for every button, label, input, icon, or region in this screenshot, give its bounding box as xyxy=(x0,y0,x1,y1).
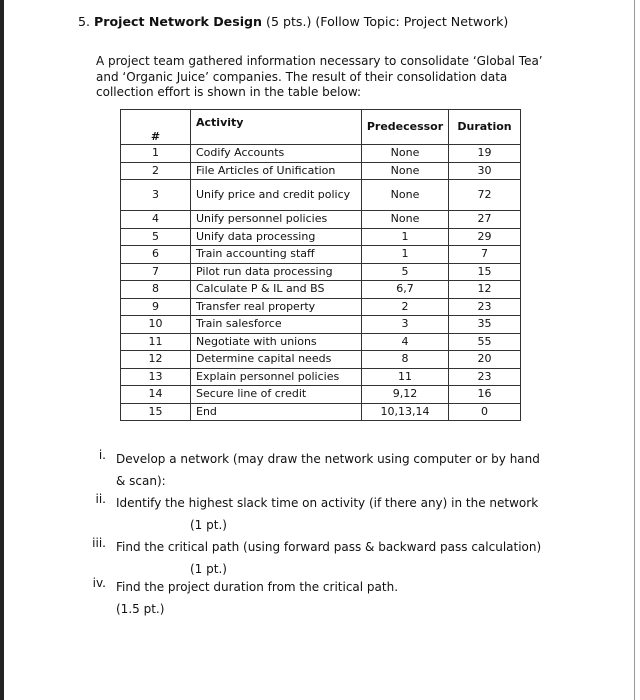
sub-question-line: Find the project duration from the critical path. xyxy=(116,580,399,594)
table-row xyxy=(121,228,521,246)
activity-table xyxy=(120,109,521,421)
table-row xyxy=(121,145,521,163)
sub-question-number: iv. xyxy=(92,576,106,590)
intro-paragraph xyxy=(96,54,564,101)
table-row xyxy=(121,263,521,281)
cell-num: 12 xyxy=(121,351,191,369)
cell-num: 10 xyxy=(121,316,191,334)
table-row xyxy=(121,211,521,229)
cell-duration: 0 xyxy=(449,403,521,421)
sub-question-line: Develop a network (may draw the network using computer or by hand xyxy=(116,452,540,466)
table-header-row xyxy=(121,110,521,145)
cell-activity: Transfer real property xyxy=(191,298,362,316)
cell-activity: Determine capital needs xyxy=(191,351,362,369)
table-row xyxy=(121,246,521,264)
cell-num: 9 xyxy=(121,298,191,316)
cell-duration: 23 xyxy=(449,298,521,316)
cell-activity: Unify data processing xyxy=(191,228,362,246)
sub-question-text xyxy=(116,492,566,536)
cell-activity: Calculate P & IL and BS xyxy=(191,281,362,299)
intro-line: A project team gathered information necessary to consolidate ‘Global Tea’ xyxy=(96,54,543,68)
table-body xyxy=(121,145,521,421)
cell-predecessor: None xyxy=(362,145,449,163)
cell-predecessor: None xyxy=(362,211,449,229)
cell-activity: Train salesforce xyxy=(191,316,362,334)
cell-predecessor: 5 xyxy=(362,263,449,281)
sub-question-text xyxy=(116,576,566,620)
question-title: Project Network Design xyxy=(94,14,263,29)
sub-question-text xyxy=(116,536,566,580)
cell-predecessor: 11 xyxy=(362,368,449,386)
sub-question-number: iii. xyxy=(92,536,106,550)
cell-predecessor: 4 xyxy=(362,333,449,351)
page-right-border xyxy=(634,0,635,700)
cell-predecessor: 10,13,14 xyxy=(362,403,449,421)
cell-predecessor: 3 xyxy=(362,316,449,334)
intro-line: and ‘Organic Juice’ companies. The result of their consolidation data xyxy=(96,69,508,84)
header-duration: Duration xyxy=(449,110,521,145)
cell-activity: Negotiate with unions xyxy=(191,333,362,351)
cell-activity: Unify personnel policies xyxy=(191,211,362,229)
header-activity: Activity xyxy=(191,110,362,145)
table-row xyxy=(121,351,521,369)
question-number: 5. xyxy=(78,14,91,29)
table-row xyxy=(121,368,521,386)
sub-question-continuation: & scan): xyxy=(116,474,166,488)
cell-predecessor: None xyxy=(362,180,449,211)
cell-num: 14 xyxy=(121,386,191,404)
cell-duration: 7 xyxy=(449,246,521,264)
sub-question-points: (1 pt.) xyxy=(190,562,227,576)
cell-duration: 27 xyxy=(449,211,521,229)
cell-num: 8 xyxy=(121,281,191,299)
page-left-border xyxy=(0,0,4,700)
cell-duration: 15 xyxy=(449,263,521,281)
cell-duration: 19 xyxy=(449,145,521,163)
sub-question-line: Find the critical path (using forward pass & backward pass calculation) xyxy=(116,540,542,554)
cell-activity: Pilot run data processing xyxy=(191,263,362,281)
header-predecessor: Predecessor xyxy=(362,110,449,145)
cell-activity: End xyxy=(191,403,362,421)
cell-duration: 30 xyxy=(449,162,521,180)
cell-activity: File Articles of Unification xyxy=(191,162,362,180)
cell-num: 15 xyxy=(121,403,191,421)
cell-predecessor: 9,12 xyxy=(362,386,449,404)
sub-question-points: (1 pt.) xyxy=(190,518,227,532)
cell-duration: 23 xyxy=(449,368,521,386)
cell-num: 13 xyxy=(121,368,191,386)
sub-question-number: i. xyxy=(98,448,106,462)
cell-num: 11 xyxy=(121,333,191,351)
intro-line: collection effort is shown in the table below: xyxy=(96,85,362,99)
table-row xyxy=(121,298,521,316)
cell-predecessor: 8 xyxy=(362,351,449,369)
sub-question-line: Identify the highest slack time on activity (if there any) in the network xyxy=(116,496,539,510)
cell-activity: Unify price and credit policy xyxy=(191,180,362,211)
cell-activity: Train accounting staff xyxy=(191,246,362,264)
cell-num: 3 xyxy=(121,180,191,211)
cell-num: 6 xyxy=(121,246,191,264)
header-num: # xyxy=(121,110,191,145)
cell-num: 1 xyxy=(121,145,191,163)
question-suffix: (5 pts.) (Follow Topic: Project Network) xyxy=(266,14,509,29)
cell-num: 7 xyxy=(121,263,191,281)
cell-predecessor: 2 xyxy=(362,298,449,316)
cell-num: 5 xyxy=(121,228,191,246)
cell-activity: Secure line of credit xyxy=(191,386,362,404)
cell-activity: Codify Accounts xyxy=(191,145,362,163)
table-row xyxy=(121,333,521,351)
table-row xyxy=(121,403,521,421)
cell-predecessor: 1 xyxy=(362,246,449,264)
cell-duration: 16 xyxy=(449,386,521,404)
cell-predecessor: None xyxy=(362,162,449,180)
table-row xyxy=(121,281,521,299)
question-heading xyxy=(78,14,508,29)
table-row xyxy=(121,316,521,334)
cell-duration: 29 xyxy=(449,228,521,246)
sub-question-points: (1.5 pt.) xyxy=(116,602,165,616)
sub-question-number: ii. xyxy=(95,492,106,506)
sub-question-text xyxy=(116,448,566,492)
cell-num: 4 xyxy=(121,211,191,229)
cell-duration: 55 xyxy=(449,333,521,351)
cell-duration: 72 xyxy=(449,180,521,211)
cell-activity: Explain personnel policies xyxy=(191,368,362,386)
table-row xyxy=(121,162,521,180)
cell-predecessor: 1 xyxy=(362,228,449,246)
cell-predecessor: 6,7 xyxy=(362,281,449,299)
cell-num: 2 xyxy=(121,162,191,180)
table-row xyxy=(121,180,521,211)
table-row xyxy=(121,386,521,404)
cell-duration: 35 xyxy=(449,316,521,334)
cell-duration: 12 xyxy=(449,281,521,299)
cell-duration: 20 xyxy=(449,351,521,369)
